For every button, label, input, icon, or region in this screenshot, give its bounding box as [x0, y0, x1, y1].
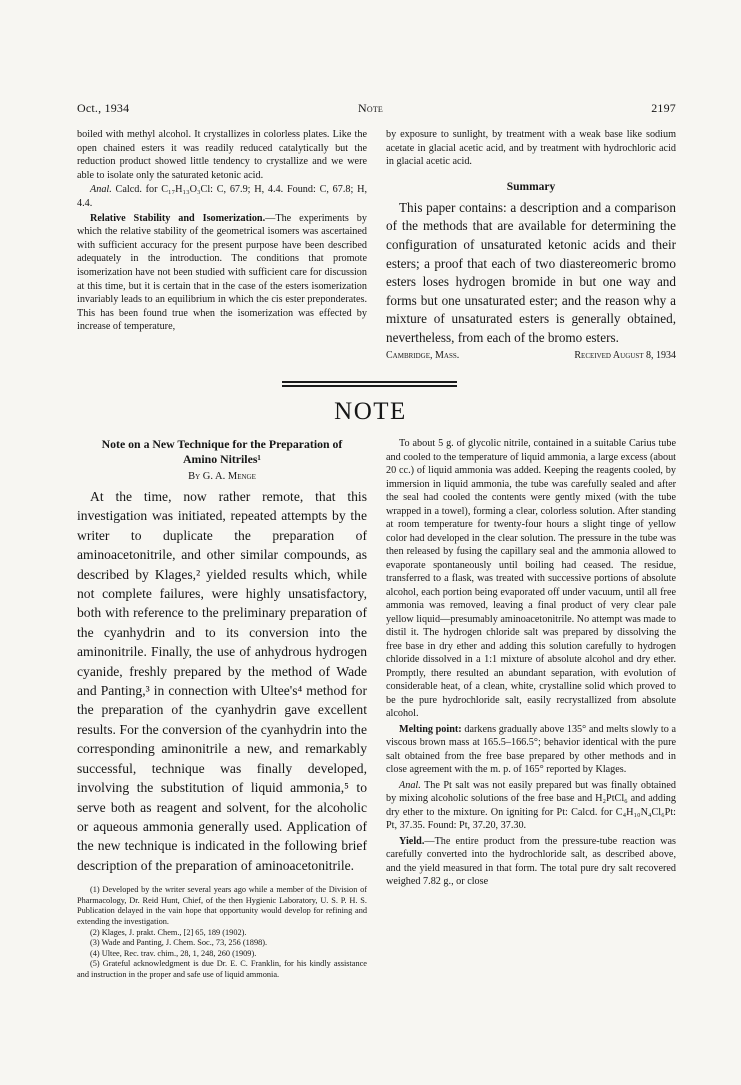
paragraph: To about 5 g. of glycolic nitrile, contained in a suitable Carius tube and cooled to the temperature of liquid ammonia, a large excess (about 20 cc.) of liquid ammonia was added. Keeping the reagents cooled, by immersion in liquid ammonia, the tube was carefully sealed and after the seal had cooled the contents were gently mixed (with the tube wrapped in a towel), forming a clear, colorless solution. After standing at room temperature for twenty-four hours a slight tinge of yellow color had developed in the clear solution. The pressure in the tube was then released by fusing the capillary seal and the ammonia allowed to evaporate spontaneously until boiling had ceased. The residue, transferred to a flask, was treated with successive portions of absolute alcohol, each portion being evaporated off under vacuum, until all free ammonia was removed, leaving a final product of very clear pale yellow liquid—presumably aminoacetonitrile. No attempt was made to distil it. The hydrogen chloride salt was prepared by dissolving the free base in dry ether and adding this solution carefully to hydrogen chloride dissolved in a 1:1 mixture of absolute alcohol and dry ether. Promptly, there resulted an abundant separation, with evolution of considerable heat, of a clean, white, crystalline solid which proved to be the pure hydrochloride salt, easily recrystallized from absolute alcohol.: [386, 438, 676, 719]
section-divider: [282, 385, 457, 387]
author-location: Cambridge, Mass.: [386, 349, 460, 361]
anal-label: Anal.: [399, 779, 421, 791]
analysis-line: [77, 183, 367, 210]
prev-article-left-column: [77, 128, 367, 334]
footnotes: [77, 885, 367, 980]
footnote: (5) Grateful acknowledgment is due Dr. E. C. Franklin, for his kindly assistance and instruction in the proper and safe use of liquid ammonia.: [77, 959, 367, 979]
footnote: (2) Klages, J. prakt. Chem., [2] 65, 189 (1902).: [90, 927, 247, 937]
received-date: Received August 8, 1934: [574, 349, 676, 361]
article-title-line1: Note on a New Technique for the Preparation of: [101, 437, 343, 451]
summary-heading: Summary: [506, 180, 556, 193]
header-date: Oct., 1934: [77, 101, 130, 115]
section-divider: [282, 381, 457, 383]
article-title: [77, 437, 367, 467]
paragraph-text: The Pt salt was not easily prepared but was finally obtained by mixing alcoholic solutions of the free base and H₂PtCl₆ and adding dry ether to the mixture. On igniting for Pt: Calcd. for C₄H₁₀N₄Cl₆Pt: Pt, 37.35. Found: Pt, 37.20, 37.30.: [386, 779, 676, 831]
page-number: 2197: [651, 101, 676, 115]
paragraph: [386, 835, 676, 889]
paragraph-text: —The entire product from the pressure-tube reaction was carefully converted into the hydrochloride salt, as described above, and the yield measured in that form. The total pure dry salt recovered weighed 7.82 g., or close: [386, 835, 676, 887]
footnote: (1) Developed by the writer several years ago while a member of the Division of Pharmacology, Dr. Reid Hunt, Chief, of the then Hygienic Laboratory, U. S. P. H. S. Publication delayed in the vain hope that opportunity would develop for refining and extending the investigation.: [77, 885, 367, 926]
section-run-in-heading: Relative Stability and Isomerization.: [90, 212, 266, 224]
note-left-column: [77, 437, 367, 980]
footnote: (4) Ultee, Rec. trav. chim., 28, 1, 248, 260 (1909).: [90, 948, 257, 958]
paragraph: by exposure to sunlight, by treatment with a weak base like sodium acetate in glacial acetic acid, and by treatment with hydrochloric acid in glacial acetic acid.: [386, 129, 676, 168]
run-in-heading: Melting point:: [399, 723, 462, 735]
paragraph-text: darkens gradually above 135° and melts slowly to a viscous brown mass at 165.5–166.5°; behavior identical with the pure salt obtained from the free base prepared by other methods and in close agreement with the m. p. of 165° reported by Klages.: [386, 723, 676, 775]
paragraph: [386, 779, 676, 833]
header-section: Note: [357, 101, 384, 115]
note-right-column: [386, 437, 676, 889]
article-title-line2: Amino Nitriles¹: [183, 452, 261, 466]
article-body: At the time, now rather remote, that this investigation was initiated, repeated attempts by the writer to duplicate the preparation of aminoacetonitrile, and other similar compounds, as described by Klages,² yielded results which, while not complete failures, were highly unsatisfactory, both with reference to the preliminary preparation of the cyanhydrin and to its conversion into the aminonitrile. Finally, the use of anhydrous hydrogen cyanide, freshly prepared by the method of Wade and Panting,³ in connection with Ultee's⁴ method for the preparation of the cyanhydrin gave excellent results. For the conversion of the cyanhydrin into the corresponding aminonitrile a new, and remarkably successful, technique was finally developed, involving the substitution of liquid ammonia,⁵ to serve both as reagent and solvent, for the alcoholic or aqueous ammonia generally used. Application of the new technique is indicated in the following brief description of the preparation of aminoacetonitrile.: [77, 489, 367, 873]
anal-text: Calcd. for C₁₇H₁₃O₃Cl: C, 67.9; H, 4.4. Found: C, 67.8; H, 4.4.: [77, 184, 367, 209]
anal-label: Anal.: [90, 184, 112, 196]
summary-text: This paper contains: a description and a comparison of the methods that are available for determining the configuration of unsaturated ketonic acids and their esters; a proof that each of two diastereomeric bromo esters loses hydrogen bromide in but one way and forms but one unsaturated ester; and the reason why a mixture of unsaturated esters is generally obtained, nevertheless, from each of the bromo esters.: [386, 199, 676, 345]
footnote: (3) Wade and Panting, J. Chem. Soc., 73, 256 (1898).: [90, 938, 268, 948]
author-byline: By G. A. Menge: [188, 471, 256, 482]
section-title: NOTE: [334, 398, 407, 425]
paragraph: [386, 723, 676, 777]
prev-article-right-column: [386, 128, 676, 361]
signature-line: [386, 350, 676, 361]
paragraph-text: —The experiments by which the relative stability of the geometrical isomers was ascertained with sufficient accuracy for the present purpose have been described adequately in the introduction. The conditions that promote isomerization have not been studied with sufficient care for discussion at this time, but it is certain that in the case of the esters isomerization invariably leads to an equilibrium in which the cis ester preponderates. This has been found true when the isomerization was effected by increase of temperature,: [77, 212, 367, 333]
run-in-heading: Yield.: [399, 835, 425, 847]
paragraph: boiled with methyl alcohol. It crystallizes in colorless plates. Like the open chained esters it was readily reduced catalytically but the reduction product showed little tendency to crystallize and we were able to isolate only the saturated ketonic acid.: [77, 129, 367, 181]
paragraph: [77, 212, 367, 334]
